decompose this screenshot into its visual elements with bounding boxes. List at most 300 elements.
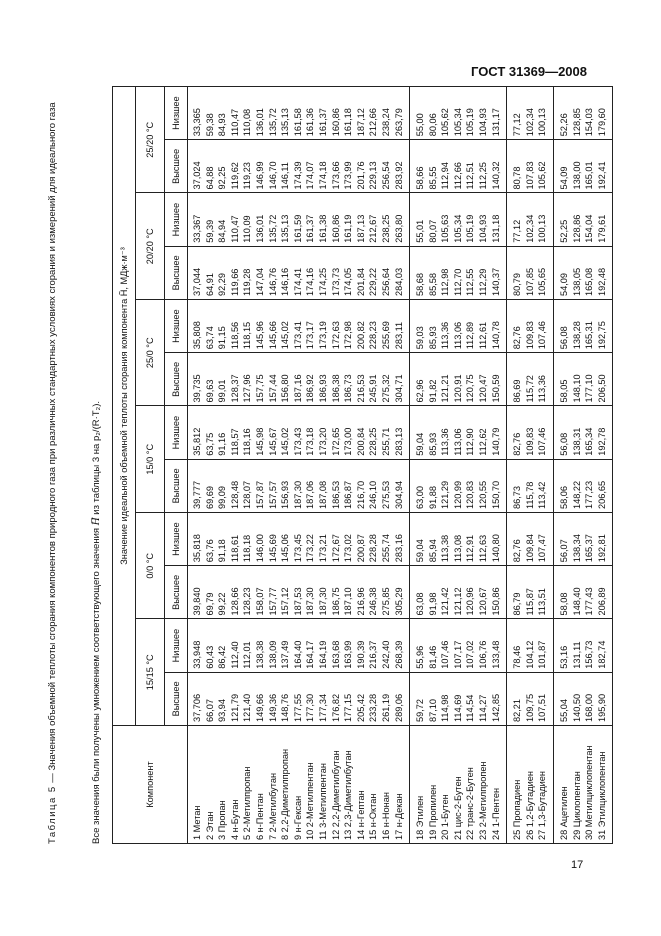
value: 206,65 — [596, 480, 607, 509]
values-cell — [507, 513, 554, 566]
value: 145,98 — [254, 427, 265, 456]
values-cell — [507, 246, 554, 299]
value: 145,69 — [267, 534, 278, 563]
value: 275,53 — [380, 480, 391, 509]
value: 39,735 — [192, 374, 202, 403]
value: 54,09 — [559, 166, 570, 190]
value: 109,83 — [524, 321, 535, 350]
component-name: 31 Этилциклопентан — [596, 751, 607, 840]
value: 105,34 — [452, 214, 463, 243]
table-row — [410, 87, 507, 844]
value: 84,93 — [217, 113, 228, 137]
note-part1: Все значения были получены умножением соответствующего значения — [91, 525, 102, 844]
value: 216,96 — [355, 587, 366, 616]
values-cell — [410, 246, 507, 299]
value: 201,76 — [355, 161, 366, 190]
value: 256,64 — [380, 267, 391, 296]
value: 120,75 — [465, 374, 476, 403]
value: 161,37 — [317, 108, 328, 137]
value: 55,01 — [415, 219, 426, 243]
value: 92,29 — [217, 273, 228, 296]
value: 284,03 — [393, 267, 404, 296]
component-name: 24 1-Пентен — [490, 787, 501, 840]
component-name: 17 н-Декан — [393, 793, 404, 840]
value: 59,38 — [204, 113, 215, 137]
component-name: 3 Пропан — [217, 800, 228, 840]
value: 121,79 — [229, 693, 240, 722]
value: 179,61 — [596, 214, 607, 243]
value: 39,777 — [192, 480, 202, 509]
values-cell — [507, 140, 554, 193]
table-row — [188, 87, 410, 844]
table-row — [507, 87, 554, 844]
values-cell — [410, 513, 507, 566]
value: 163,99 — [343, 640, 354, 669]
value: 173,43 — [292, 427, 303, 456]
value: 173,20 — [317, 427, 328, 456]
values-cell — [188, 672, 410, 725]
value: 80,78 — [512, 166, 523, 190]
value: 128,37 — [229, 374, 240, 403]
value: 107,46 — [537, 427, 548, 456]
value: 113,08 — [452, 534, 463, 563]
value: 138,09 — [267, 640, 278, 669]
value: 55,96 — [415, 645, 426, 669]
value: 200,82 — [355, 321, 366, 350]
value: 107,46 — [537, 321, 548, 350]
value: 304,94 — [393, 480, 404, 509]
value: 140,50 — [571, 693, 582, 722]
value: 100,13 — [537, 108, 548, 137]
value: 33,365 — [192, 108, 202, 137]
value: 157,57 — [267, 480, 278, 509]
rotated-landscape-content — [46, 86, 607, 844]
value: 229,13 — [368, 161, 379, 190]
value: 261,19 — [380, 693, 391, 722]
values-cell — [188, 140, 410, 193]
value: 157,12 — [280, 587, 291, 616]
value: 212,66 — [368, 108, 379, 137]
value: 161,38 — [317, 214, 328, 243]
component-names-cell — [410, 726, 507, 844]
value: 120,96 — [465, 587, 476, 616]
value: 176,82 — [330, 693, 341, 722]
value: 69,63 — [204, 379, 215, 403]
value: 195,90 — [596, 693, 607, 722]
value: 113,36 — [537, 375, 548, 403]
value: 172,65 — [330, 427, 341, 456]
value: 107,17 — [452, 640, 463, 669]
value: 192,41 — [596, 161, 607, 190]
value: 37,706 — [192, 693, 202, 722]
value: 165,37 — [584, 534, 595, 563]
value: 55,04 — [559, 699, 570, 722]
value: 161,59 — [292, 214, 303, 243]
value: 115,72 — [524, 375, 535, 403]
component-header: Компонент — [113, 726, 188, 844]
value: 105,65 — [537, 267, 548, 296]
values-cell — [188, 619, 410, 672]
value: 82,21 — [512, 699, 523, 722]
value: 177,30 — [305, 693, 316, 722]
value: 165,31 — [584, 321, 595, 350]
value: 140,80 — [490, 534, 501, 563]
value: 148,10 — [571, 374, 582, 403]
values-cell — [507, 459, 554, 512]
value: 161,18 — [343, 108, 354, 137]
value: 145,06 — [280, 534, 291, 563]
value: 149,66 — [254, 693, 265, 722]
value: 87,10 — [427, 699, 438, 722]
value: 140,78 — [490, 321, 501, 350]
value: 85,93 — [427, 326, 438, 350]
values-cell — [554, 459, 613, 512]
value: 82,76 — [512, 539, 523, 563]
value: 113,36 — [440, 428, 451, 456]
value: 216,37 — [368, 640, 379, 669]
note-symbol: H̅ — [90, 517, 102, 526]
values-cell — [554, 406, 613, 459]
value: 105,34 — [452, 108, 463, 137]
component-names-cell — [507, 726, 554, 844]
value: 268,39 — [393, 640, 404, 669]
value: 121,12 — [452, 587, 463, 616]
value: 112,66 — [452, 162, 463, 190]
value: 107,51 — [537, 693, 548, 722]
value: 33,367 — [192, 214, 202, 243]
lower-value-header: Низшее — [165, 87, 188, 140]
value: 137,49 — [280, 640, 291, 669]
value: 121,21 — [440, 374, 451, 403]
value: 64,91 — [204, 273, 215, 296]
value: 187,30 — [317, 587, 328, 616]
value: 173,18 — [305, 427, 316, 456]
value: 145,02 — [280, 427, 291, 456]
component-name: 6 н-Пентан — [254, 793, 265, 840]
values-cell — [410, 353, 507, 406]
value: 85,55 — [427, 166, 438, 190]
value: 206,89 — [596, 587, 607, 616]
value: 112,91 — [465, 534, 476, 563]
value: 131,17 — [490, 108, 501, 137]
value: 148,40 — [571, 587, 582, 616]
component-name: 23 2-Метилпропен — [478, 761, 489, 840]
values-cell — [554, 246, 613, 299]
value: 59,39 — [204, 219, 215, 243]
value: 100,13 — [537, 214, 548, 243]
lower-value-header: Низшее — [165, 406, 188, 459]
value: 112,29 — [478, 268, 489, 296]
value: 138,34 — [571, 534, 582, 563]
value: 138,00 — [571, 161, 582, 190]
value: 186,38 — [330, 374, 341, 403]
value: 216,70 — [355, 480, 366, 509]
value: 173,02 — [343, 534, 354, 563]
value: 105,62 — [537, 161, 548, 190]
value: 242,40 — [380, 640, 391, 669]
value: 114,27 — [478, 694, 489, 722]
value: 58,05 — [559, 379, 570, 403]
value: 85,58 — [427, 273, 438, 296]
value: 174,41 — [292, 267, 303, 296]
value: 173,21 — [317, 534, 328, 563]
value: 114,54 — [465, 694, 476, 722]
value: 174,16 — [305, 267, 316, 296]
value: 128,85 — [571, 108, 582, 137]
values-cell — [410, 193, 507, 246]
value: 102,34 — [524, 108, 535, 137]
value: 228,23 — [368, 321, 379, 350]
component-name: 11 3-Метилпентан — [317, 763, 328, 840]
table-note — [90, 86, 103, 844]
value: 246,38 — [368, 587, 379, 616]
value: 99,22 — [217, 592, 228, 616]
value: 190,39 — [355, 640, 366, 669]
component-name: 29 Циклопентан — [571, 771, 582, 840]
value: 136,01 — [254, 214, 265, 243]
value: 135,72 — [267, 108, 278, 137]
value: 138,05 — [571, 267, 582, 296]
value: 105,62 — [440, 108, 451, 137]
value: 104,12 — [524, 640, 535, 669]
value: 163,68 — [330, 640, 341, 669]
value: 168,00 — [584, 693, 595, 722]
values-cell — [554, 619, 613, 672]
component-name: 30 Метилциклопентан — [584, 745, 595, 840]
component-name: 9 н-Гексан — [292, 795, 303, 840]
values-cell — [507, 672, 554, 725]
lower-value-header: Низшее — [165, 193, 188, 246]
value: 80,07 — [427, 219, 438, 243]
value: 200,84 — [355, 427, 366, 456]
value: 173,45 — [292, 534, 303, 563]
values-cell — [554, 566, 613, 619]
value: 160,86 — [330, 108, 341, 137]
value: 157,77 — [267, 587, 278, 616]
values-cell — [507, 87, 554, 140]
component-name: 28 Ацетилен — [559, 786, 570, 840]
value: 121,29 — [440, 480, 451, 509]
value: 120,99 — [452, 480, 463, 509]
value: 148,22 — [571, 480, 582, 509]
component-name: 22 транс-2-Бутен — [465, 767, 476, 840]
value: 305,29 — [393, 587, 404, 616]
value: 113,38 — [440, 534, 451, 563]
value: 289,06 — [393, 693, 404, 722]
value: 164,19 — [317, 640, 328, 669]
value: 172,67 — [330, 534, 341, 563]
value: 58,06 — [559, 486, 570, 509]
value: 112,89 — [465, 321, 476, 350]
value: 174,07 — [305, 161, 316, 190]
value: 131,11 — [571, 641, 582, 669]
value: 283,13 — [393, 427, 404, 456]
value: 86,69 — [512, 379, 523, 403]
component-names-cell — [188, 726, 410, 844]
value: 157,44 — [267, 374, 278, 403]
value: 56,08 — [559, 432, 570, 456]
value: 256,54 — [380, 161, 391, 190]
component-name: 4 н-Бутан — [229, 799, 240, 840]
component-name: 5 2-Метилпропан — [242, 766, 253, 840]
values-cell — [554, 513, 613, 566]
value: 86,79 — [512, 592, 523, 616]
value: 118,56 — [229, 321, 240, 350]
value: 245,91 — [368, 374, 379, 403]
table-caption-text: — Значения объемной теплоты сгорания компонентов природного газа при различных стандартных условиях сгорания и измерений для идеального газа — [47, 102, 58, 786]
value: 118,61 — [229, 534, 240, 563]
value: 91,88 — [427, 486, 438, 509]
value: 112,61 — [478, 321, 489, 350]
value: 107,47 — [537, 534, 548, 563]
higher-value-header: Высшее — [165, 566, 188, 619]
value: 283,92 — [393, 161, 404, 190]
value: 107,02 — [465, 640, 476, 669]
value: 147,04 — [254, 267, 265, 296]
component-name: 21 цис-2-Бутен — [452, 776, 463, 840]
value: 135,13 — [280, 214, 291, 243]
value: 81,46 — [427, 645, 438, 669]
value: 228,25 — [368, 427, 379, 456]
value: 179,60 — [596, 108, 607, 137]
value: 192,75 — [596, 321, 607, 350]
value: 304,71 — [393, 374, 404, 403]
values-cell — [188, 193, 410, 246]
value: 158,07 — [254, 587, 265, 616]
value: 228,28 — [368, 534, 379, 563]
value: 174,05 — [343, 267, 354, 296]
value: 255,71 — [380, 427, 391, 456]
value: 107,83 — [524, 161, 535, 190]
values-cell — [410, 300, 507, 353]
value: 86,73 — [512, 486, 523, 509]
value: 120,47 — [478, 374, 489, 403]
higher-value-header: Высшее — [165, 353, 188, 406]
value: 142,85 — [490, 693, 501, 722]
values-cell — [410, 619, 507, 672]
value: 238,25 — [380, 214, 391, 243]
value: 145,66 — [267, 321, 278, 350]
value: 156,73 — [584, 640, 595, 669]
value: 78,46 — [512, 645, 523, 669]
condition-header: 25/0 °C — [136, 300, 165, 407]
value: 165,34 — [584, 427, 595, 456]
values-cell — [554, 87, 613, 140]
value: 161,37 — [305, 214, 316, 243]
value: 186,75 — [330, 587, 341, 616]
value: 91,82 — [427, 379, 438, 403]
value: 107,46 — [440, 640, 451, 669]
value: 177,55 — [292, 693, 303, 722]
value: 187,06 — [305, 480, 316, 509]
value: 112,94 — [440, 162, 451, 190]
value: 186,73 — [343, 374, 354, 403]
value: 263,80 — [393, 214, 404, 243]
value: 62,96 — [415, 379, 426, 403]
value: 128,48 — [229, 480, 240, 509]
component-name: 19 Пропилен — [427, 784, 438, 840]
value: 119,62 — [229, 162, 240, 190]
component-name: 15 н-Октан — [368, 793, 379, 840]
value: 187,53 — [292, 587, 303, 616]
value: 118,57 — [229, 428, 240, 456]
value: 128,86 — [571, 214, 582, 243]
value: 187,30 — [292, 480, 303, 509]
value: 275,32 — [380, 374, 391, 403]
component-name: 25 Пропадиен — [512, 779, 523, 840]
value: 187,08 — [317, 480, 328, 509]
value: 173,99 — [343, 161, 354, 190]
component-name: 26 1,2-Бутадиен — [524, 771, 535, 840]
value: 246,10 — [368, 480, 379, 509]
value: 80,06 — [427, 113, 438, 137]
component-name: 1 Метан — [192, 805, 202, 840]
component-name: 14 н-Гептан — [355, 790, 366, 840]
value: 128,66 — [229, 587, 240, 616]
component-name: 13 2,3-Диметилбутан — [343, 750, 354, 840]
value: 140,79 — [490, 427, 501, 456]
value: 118,16 — [242, 428, 253, 456]
value: 233,28 — [368, 693, 379, 722]
value: 77,12 — [512, 113, 523, 137]
value: 174,39 — [292, 161, 303, 190]
values-cell — [554, 672, 613, 725]
value: 112,25 — [478, 162, 489, 190]
value: 157,75 — [254, 374, 265, 403]
value: 37,044 — [192, 267, 202, 296]
value: 174,18 — [317, 161, 328, 190]
value: 174,25 — [317, 267, 328, 296]
values-cell — [188, 406, 410, 459]
value: 119,28 — [242, 268, 253, 296]
value: 146,16 — [280, 267, 291, 296]
value: 206,50 — [596, 374, 607, 403]
value: 101,87 — [537, 640, 548, 669]
value: 63,00 — [415, 486, 426, 509]
value: 63,76 — [204, 539, 215, 563]
value: 80,79 — [512, 273, 523, 296]
value: 52,25 — [559, 219, 570, 243]
standard-code: ГОСТ 31369—2008 — [471, 64, 587, 79]
value: 177,15 — [343, 693, 354, 722]
value: 69,69 — [204, 486, 215, 509]
value: 66,07 — [204, 699, 215, 722]
value: 112,70 — [452, 268, 463, 296]
component-names-cell — [554, 726, 613, 844]
page-number: 17 — [571, 859, 584, 871]
condition-header: 20/20 °C — [136, 193, 165, 300]
value: 52,26 — [559, 113, 570, 137]
values-cell — [507, 619, 554, 672]
component-name: 18 Этилен — [415, 795, 426, 840]
value: 120,67 — [478, 587, 489, 616]
value: 173,41 — [292, 321, 303, 350]
values-cell — [554, 140, 613, 193]
value: 173,66 — [330, 161, 341, 190]
value: 127,96 — [242, 374, 253, 403]
condition-header: 25/20 °C — [136, 87, 165, 194]
values-cell — [410, 459, 507, 512]
value: 33,948 — [192, 640, 202, 669]
value: 109,83 — [524, 427, 535, 456]
condition-header: 0/0 °C — [136, 513, 165, 620]
value: 173,19 — [317, 321, 328, 350]
values-cell — [410, 406, 507, 459]
value: 115,78 — [524, 481, 535, 509]
value: 121,40 — [242, 693, 253, 722]
value: 35,808 — [192, 321, 202, 350]
value: 186,53 — [330, 480, 341, 509]
